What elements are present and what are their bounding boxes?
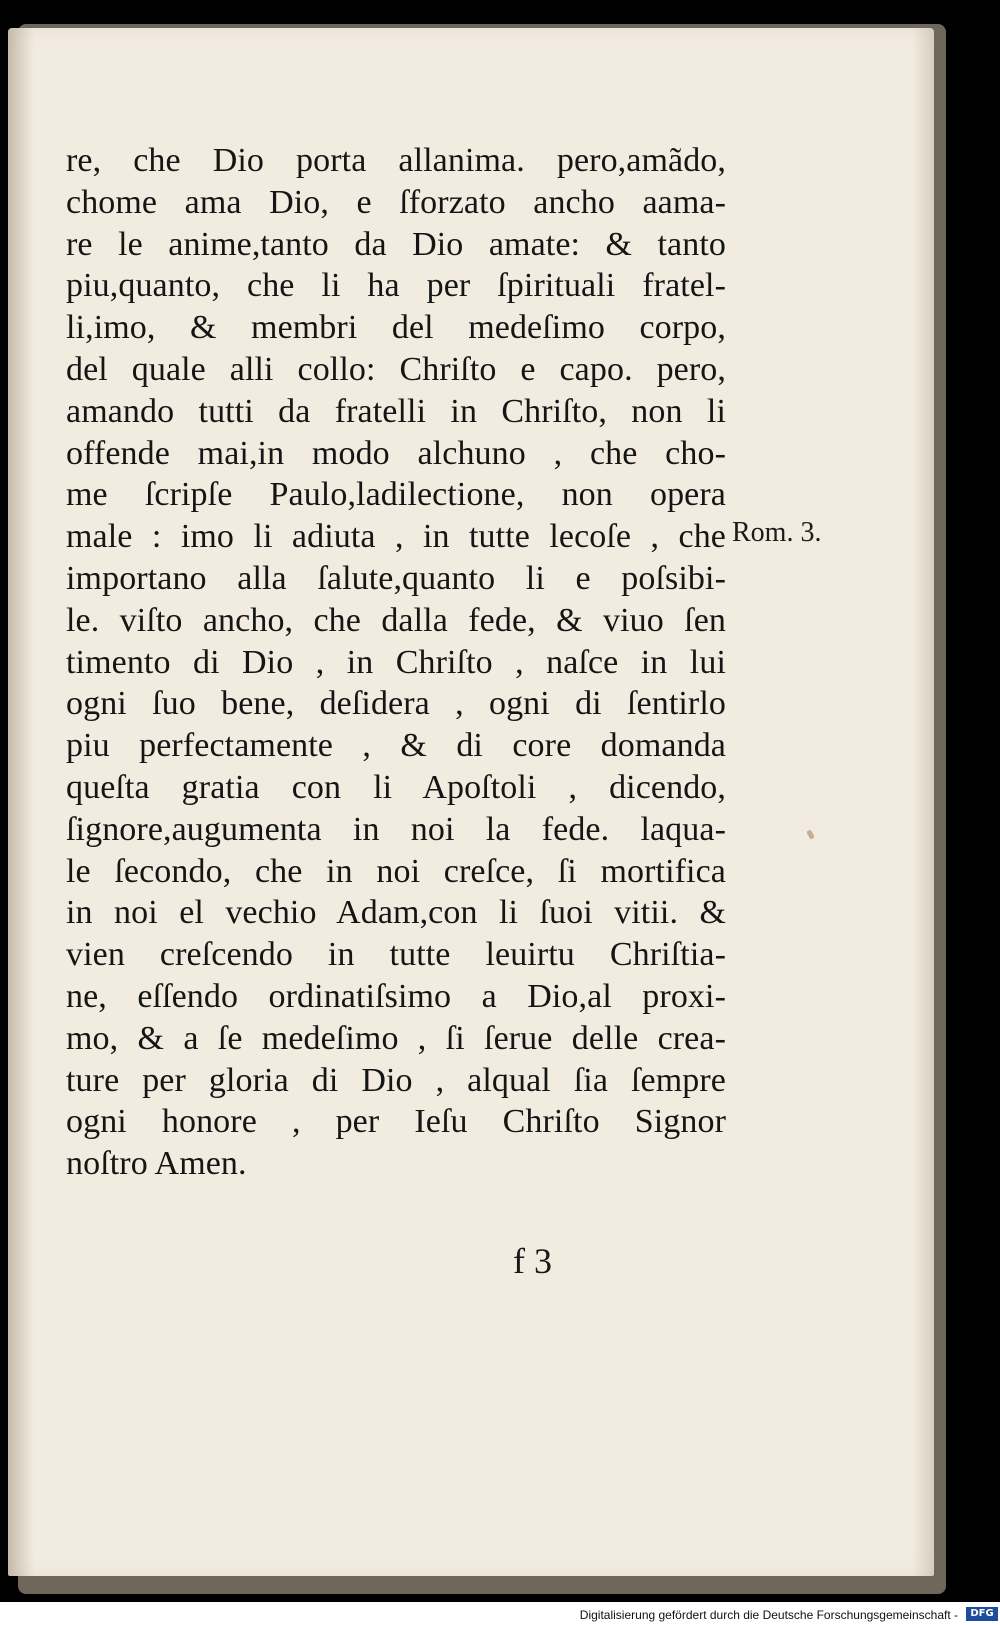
text-line: le ſecondo, che in noi creſce, ſi mortifica (66, 852, 726, 890)
text-line: le. viſto ancho, che dalla fede, & viuo ſen (66, 601, 726, 639)
text-line: me ſcripſe Paulo,ladilectione, non opera (66, 476, 726, 514)
page-text-block (66, 140, 726, 1185)
text-line: re le anime,tanto da Dio amate: & tanto (66, 225, 726, 263)
signature-mark: f 3 (513, 1241, 552, 1281)
text-line: vien creſcendo in tutte leuirtu Chriſtia- (66, 936, 726, 974)
text-line: chome ama Dio, e ſforzato ancho aama- (66, 183, 726, 221)
text-line: ogni ſuo bene, deſidera , ogni di ſentirlo (66, 685, 726, 723)
text-line: re, che Dio porta allanima. pero,amãdo, (66, 142, 726, 179)
digitization-credit: Digitalisierung gefördert durch die Deutsche Forschungsgemeinschaft - (579, 1608, 958, 1622)
book-page (8, 28, 934, 1576)
text-line: li,imo, & membri del medeſimo corpo, (66, 309, 726, 347)
text-line: ture per gloria di Dio , alqual ſia ſempre (66, 1061, 726, 1099)
text-line: ſignore,augumenta in noi la fede. laqua- (66, 810, 726, 848)
ink-speck-mark (806, 829, 815, 839)
text-line: ne, eſſendo ordinatiſsimo a Dio,al proxi- (66, 977, 726, 1015)
text-line: offende mai,in modo alchuno , che cho- (66, 434, 726, 472)
text-line: mo, & a ſe medeſimo , ſi ſerue delle crea- (66, 1019, 726, 1057)
text-line: amando tutti da fratelli in Chriſto, non li (66, 392, 726, 430)
text-line: piu,quanto, che li ha per ſpirituali fratel- (66, 267, 726, 305)
text-line: importano alla ſalute,quanto li e poſsibi- (66, 559, 726, 597)
text-line: piu perfectamente , & di core domanda (66, 727, 726, 765)
text-line: timento di Dio , in Chriſto , naſce in lui (66, 643, 726, 681)
text-line-final: noſtro Amen. (66, 1145, 247, 1183)
margin-note-rom: Rom. 3. (732, 517, 822, 548)
text-line: in noi el vechio Adam,con li ſuoi vitii. & (66, 894, 726, 932)
dfg-badge: DFG (966, 1607, 998, 1621)
text-line: queſta gratia con li Apoſtoli , dicendo, (66, 768, 726, 806)
text-line: del quale alli collo: Chriſto e capo. pero, (66, 350, 726, 388)
text-line: ogni honore , per Ieſu Chriſto Signor (66, 1103, 726, 1141)
text-line: male : imo li adiuta , in tutte lecoſe , che (66, 518, 726, 556)
